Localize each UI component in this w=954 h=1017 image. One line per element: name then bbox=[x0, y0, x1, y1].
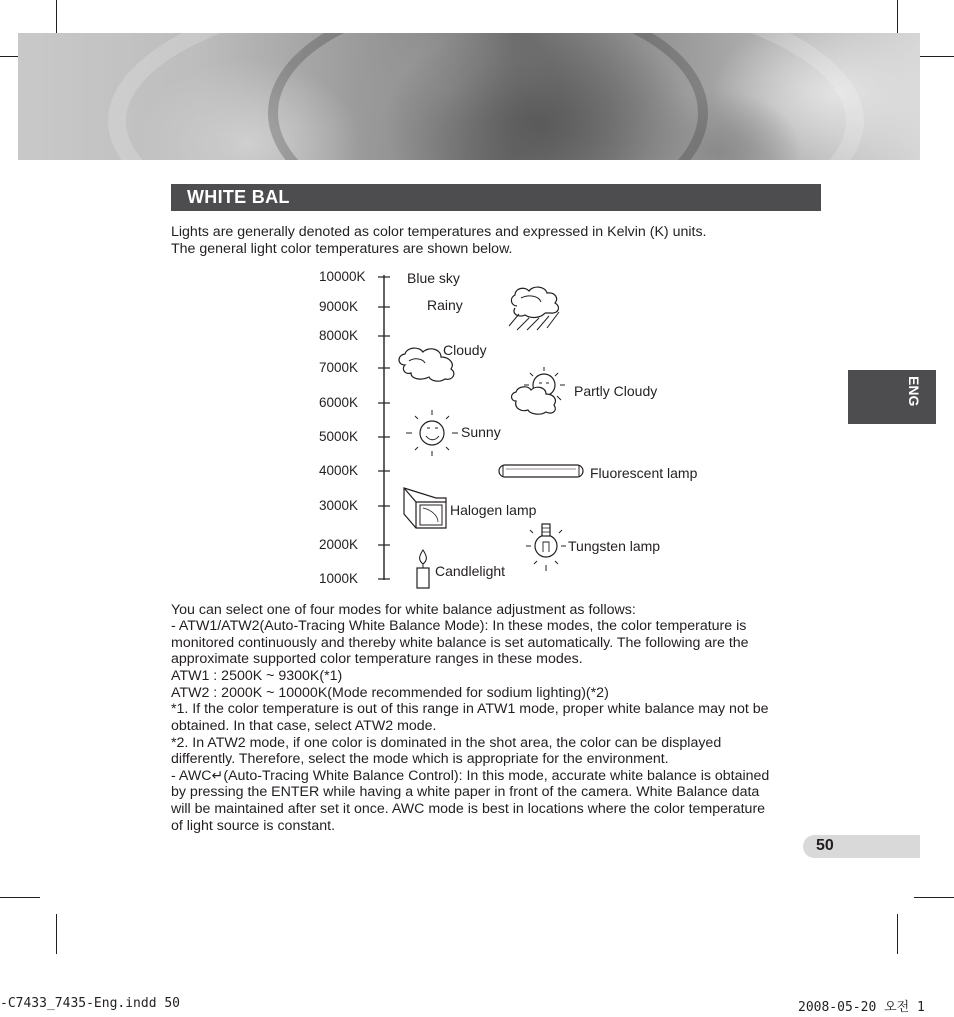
body-line: ATW2 : 2000K ~ 10000K(Mode recommended for sodium lighting)(*2) bbox=[171, 685, 609, 701]
label-fluorescent: Fluorescent lamp bbox=[590, 465, 698, 481]
label-candlelight: Candlelight bbox=[435, 563, 506, 579]
scale-axis bbox=[374, 270, 394, 590]
language-tab bbox=[848, 370, 936, 424]
body-line: ATW1 : 2500K ~ 9300K(*1) bbox=[171, 668, 343, 684]
body-line: differently. Therefore, select the mode which is appropriate for the environment. bbox=[171, 751, 669, 767]
body-line: *1. If the color temperature is out of this range in ATW1 mode, proper white balance may not be bbox=[171, 701, 769, 717]
body-line: - AWC↵(Auto-Tracing White Balance Control): In this mode, accurate white balance is obtained bbox=[171, 768, 770, 784]
crop-mark bbox=[914, 56, 954, 57]
crop-mark bbox=[914, 897, 954, 898]
footer-file-name: -C7433_7435-Eng.indd 50 bbox=[0, 996, 181, 1011]
section-header bbox=[171, 184, 821, 211]
label-cloudy: Cloudy bbox=[443, 342, 487, 358]
body-line: of light source is constant. bbox=[171, 818, 336, 834]
label-blue-sky: Blue sky bbox=[407, 270, 460, 286]
body-line: will be maintained after set it once. AWC mode is best in locations where the color temperature bbox=[171, 801, 766, 817]
language-tab-label: ENG bbox=[906, 376, 922, 407]
body-line: You can select one of four modes for white balance adjustment as follows: bbox=[171, 602, 636, 618]
scale-label: 4000K bbox=[319, 463, 359, 478]
body-line: obtained. In that case, select ATW2 mode. bbox=[171, 718, 437, 734]
rain-cloud-icon bbox=[505, 284, 585, 334]
scale-label: 10000K bbox=[319, 269, 366, 284]
page-number-tab bbox=[803, 835, 920, 858]
scale-label: 1000K bbox=[319, 571, 359, 586]
label-sunny: Sunny bbox=[461, 424, 501, 440]
scale-label: 8000K bbox=[319, 328, 359, 343]
body-line: *2. In ATW2 mode, if one color is dominated in the shot area, the color can be displayed bbox=[171, 735, 722, 751]
scale-label: 3000K bbox=[319, 498, 359, 513]
fluorescent-lamp-icon bbox=[496, 462, 588, 482]
crop-mark bbox=[0, 897, 40, 898]
scale-label: 2000K bbox=[319, 537, 359, 552]
intro-line: Lights are generally denoted as color temperatures and expressed in Kelvin (K) units. bbox=[171, 224, 707, 240]
body-line: approximate supported color temperature ranges in these modes. bbox=[171, 651, 583, 667]
header-banner-image bbox=[18, 33, 920, 160]
sun-icon bbox=[404, 406, 460, 462]
partly-cloudy-icon bbox=[508, 365, 574, 425]
crop-mark bbox=[56, 914, 57, 954]
body-line: by pressing the ENTER while having a white paper in front of the camera. White Balance data bbox=[171, 784, 760, 800]
intro-line: The general light color temperatures are shown below. bbox=[171, 241, 513, 257]
label-tungsten: Tungsten lamp bbox=[568, 538, 661, 554]
label-partly-cloudy: Partly Cloudy bbox=[574, 383, 658, 399]
crop-mark bbox=[897, 914, 898, 954]
section-title: WHITE BAL bbox=[187, 187, 290, 207]
label-rainy: Rainy bbox=[427, 297, 463, 313]
candle-icon bbox=[413, 548, 433, 590]
scale-label: 5000K bbox=[319, 429, 359, 444]
scale-label: 7000K bbox=[319, 360, 359, 375]
body-line: monitored continuously and thereby white balance is set automatically. The following are the bbox=[171, 635, 749, 651]
tungsten-lamp-icon bbox=[524, 518, 568, 576]
lens-ring bbox=[268, 33, 708, 160]
scale-label: 9000K bbox=[319, 299, 359, 314]
body-line: - ATW1/ATW2(Auto-Tracing White Balance Mode): In these modes, the color temperature is bbox=[171, 618, 747, 634]
scale-label: 6000K bbox=[319, 395, 359, 410]
cloud-icon bbox=[395, 347, 459, 383]
label-halogen: Halogen lamp bbox=[450, 502, 537, 518]
footer-date: 2008-05-20 오전 1 bbox=[798, 1000, 925, 1015]
page-number: 50 bbox=[816, 837, 834, 854]
halogen-lamp-icon bbox=[402, 486, 448, 532]
